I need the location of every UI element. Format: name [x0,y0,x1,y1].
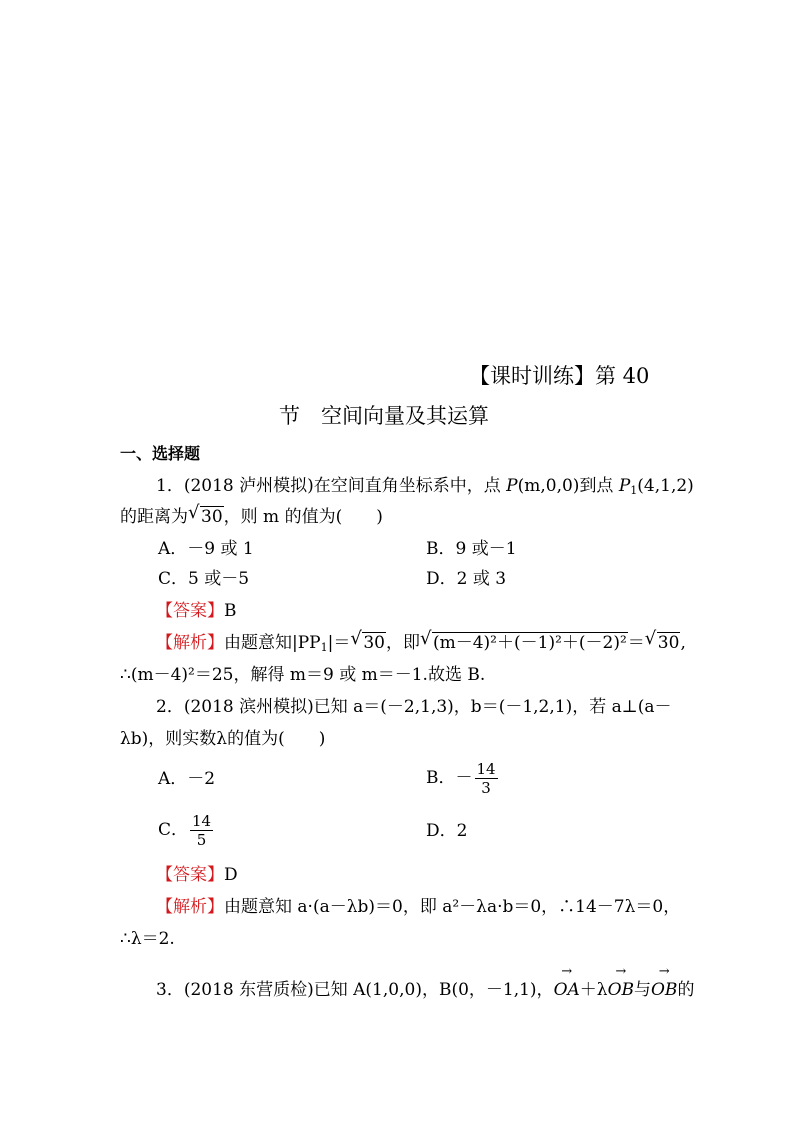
analysis-label: 【解析】 [156,897,224,917]
page-title-part2: 节 空间向量及其运算 [279,404,489,428]
sqrt-symbol: √ 30 [188,502,223,527]
arrow-icon: → [561,964,573,979]
q1-option-c: C．5 或－5 [158,569,250,589]
q2-option-a: A．－2 [158,769,216,789]
q1-option-a: A．－9 或 1 [158,539,254,559]
arrow-icon: → [615,964,627,979]
vector-ob: → OB [608,979,634,1001]
q1-analysis-line1: 【解析】由题意知$|PP_1|=$ √ 30，即 √ (m－4)²＋(－1)²＋(－2)²＝ √ 30, [156,628,686,654]
q2-option-b: B．－ $\frac{14}{3}$ [426,760,496,797]
q2-answer: 【答案】D [156,865,238,885]
answer-label: 【答案】 [156,865,224,885]
arrow-icon: → [658,964,670,979]
q1-option-b: B．9 或－1 [426,539,517,559]
section-heading: 一、选择题 [120,444,201,463]
q1-stem-line2: 的距离为 √ 30，则 m 的值为( ) [120,502,383,527]
analysis-label: 【解析】 [156,633,224,653]
fraction: $\frac{14}{3}$ [476,760,496,797]
q2-stem-line2: λb)，则实数λ的值为( ) [120,729,326,749]
q1-answer: 【答案】B [156,601,237,621]
vector-oa: → OA [554,979,580,1001]
q1-stem-line1: 1．(2018 泸州模拟)在空间直角坐标系中，点 P(m,0,0)到点 $P_1(4,1,2)$ [156,476,694,497]
q2-option-d: D．2 [426,821,468,841]
q2-stem-line1: 2．(2018 滨州模拟)已知 a＝(－2,1,3)，b＝(－1,2,1)，若 a⊥(a－ [156,697,672,717]
vector-ob: → OB [651,979,677,1001]
page-title-part1: 【课时训练】第 40 [469,364,650,388]
answer-label: 【答案】 [156,601,224,621]
q1-analysis-line2: ∴(m－4)²＝25，解得 m＝9 或 m＝－1.故选 B. [120,665,486,685]
q1-option-d: D．2 或 3 [426,569,507,589]
q2-option-c: C． $\frac{14}{5}$ [158,812,212,849]
q2-analysis-line1: 【解析】由题意知 a·(a－λb)＝0，即 a²－λa·b＝0，∴14－7λ＝0， [156,897,681,917]
q3-stem-line1: 3．(2018 东营质检)已知 A(1,0,0)，B(0，－1,1)， → OA＋λ → OB与 → OB的 [156,979,694,1001]
q2-analysis-line2: ∴λ＝2. [120,929,175,949]
fraction: $\frac{14}{5}$ [192,812,212,849]
